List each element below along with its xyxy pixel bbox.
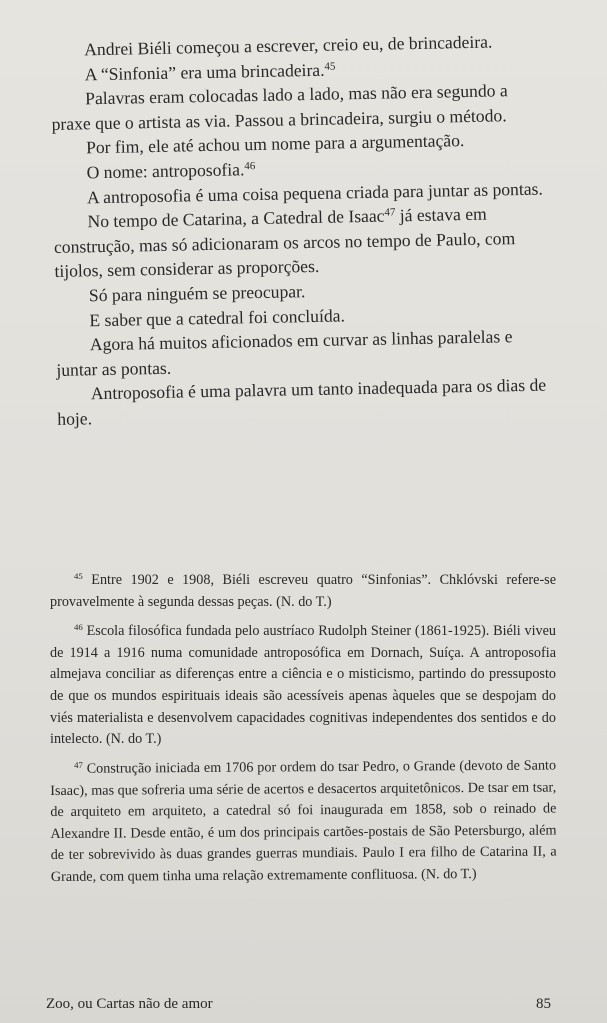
footnote-number: 46 bbox=[74, 622, 83, 633]
paragraph: E saber que a catedral foi concluída. bbox=[89, 304, 346, 330]
footnote-ref: 45 bbox=[324, 60, 336, 73]
paragraph: Andrei Biéli começou a escrever, creio eu, de brincadeira. bbox=[84, 31, 493, 60]
footnote-46: $^{46}$ Escola filosófica fundada pelo austríaco Rudolph Steiner (1861-1925). Biéli viveu de 1914 a 1916 numa comunidade antroposófica em Dornach, Suíça. A antroposofia almejava conciliar as diferenças entre a ciência e o misticismo, partindo do pressuposto de que os mundos espirituais ideais são acessíveis apenas àqueles que se despojam do viés materialista e desenvolvem capacidades cognitivas independentes dos sentidos e do intelecto. (N. do T.) bbox=[50, 622, 556, 748]
footnote-ref: 46 bbox=[244, 160, 256, 173]
footnote-number: 47 bbox=[74, 759, 83, 770]
paragraph: Só para ninguém se preocupar. bbox=[88, 281, 306, 306]
paragraph: No tempo de Catarina, a Catedral de Isaac$^{47}$ já estava em construção, mas só adicionaram os arcos no tempo de Paulo, com tijolos, sem considerar as proporções. bbox=[53, 203, 516, 282]
footnotes bbox=[50, 570, 556, 896]
footnote-ref: 47 bbox=[384, 206, 396, 219]
paragraph: Antroposofia é uma palavra um tanto inadequada para os dias de hoje. bbox=[57, 374, 547, 429]
paragraph: Palavras eram colocadas lado a lado, mas não era segundo a praxe que o artista as via. Passou a brincadeira, surgiu o método. bbox=[51, 80, 508, 134]
paragraph: Por fim, ele até achou um nome para a argumentação. bbox=[85, 130, 465, 158]
page-footer bbox=[0, 996, 607, 1018]
page-number: 85 bbox=[536, 996, 551, 1012]
running-title: Zoo, ou Cartas não de amor bbox=[46, 996, 213, 1012]
paragraph: A antroposofia é uma coisa pequena criada para juntar as pontas. bbox=[86, 178, 543, 207]
footnote-number: 45 bbox=[74, 571, 83, 582]
paragraph: Agora há muitos aficionados em curvar as linhas paralelas e juntar as pontas. bbox=[56, 326, 513, 380]
footnote-45: $^{45}$ Entre 1902 e 1908, Biéli escreveu quatro “Sinfonias”. Chklóvski refere-se provavelmente à segunda dessas peças. (N. do T.) bbox=[50, 571, 556, 610]
main-text bbox=[50, 28, 557, 431]
paragraph: O nome: antroposofia.$^{46}$ bbox=[86, 159, 256, 183]
footnote-47: $^{47}$ Construção iniciada em 1706 por ordem do tsar Pedro, o Grande (devoto de Santo Isaac), mas que sofreria uma série de acertos e desacertos arquitetônicos. De tsar em tsar, de arquiteto em arquiteto, a catedral só foi inaugurada em 1858, sob o reinado de Alexandre II. Desde então, é um dos principais cartões-postais de São Petersburgo, além de ter sobrevivido às duas grandes guerras mundiais. Paulo I era filho de Catarina II, a Grande, com quem tinha uma relação extremamente conflituosa. (N. do T.) bbox=[50, 757, 557, 885]
paragraph: A “Sinfonia” era uma brincadeira.$^{45}$ bbox=[84, 59, 336, 84]
